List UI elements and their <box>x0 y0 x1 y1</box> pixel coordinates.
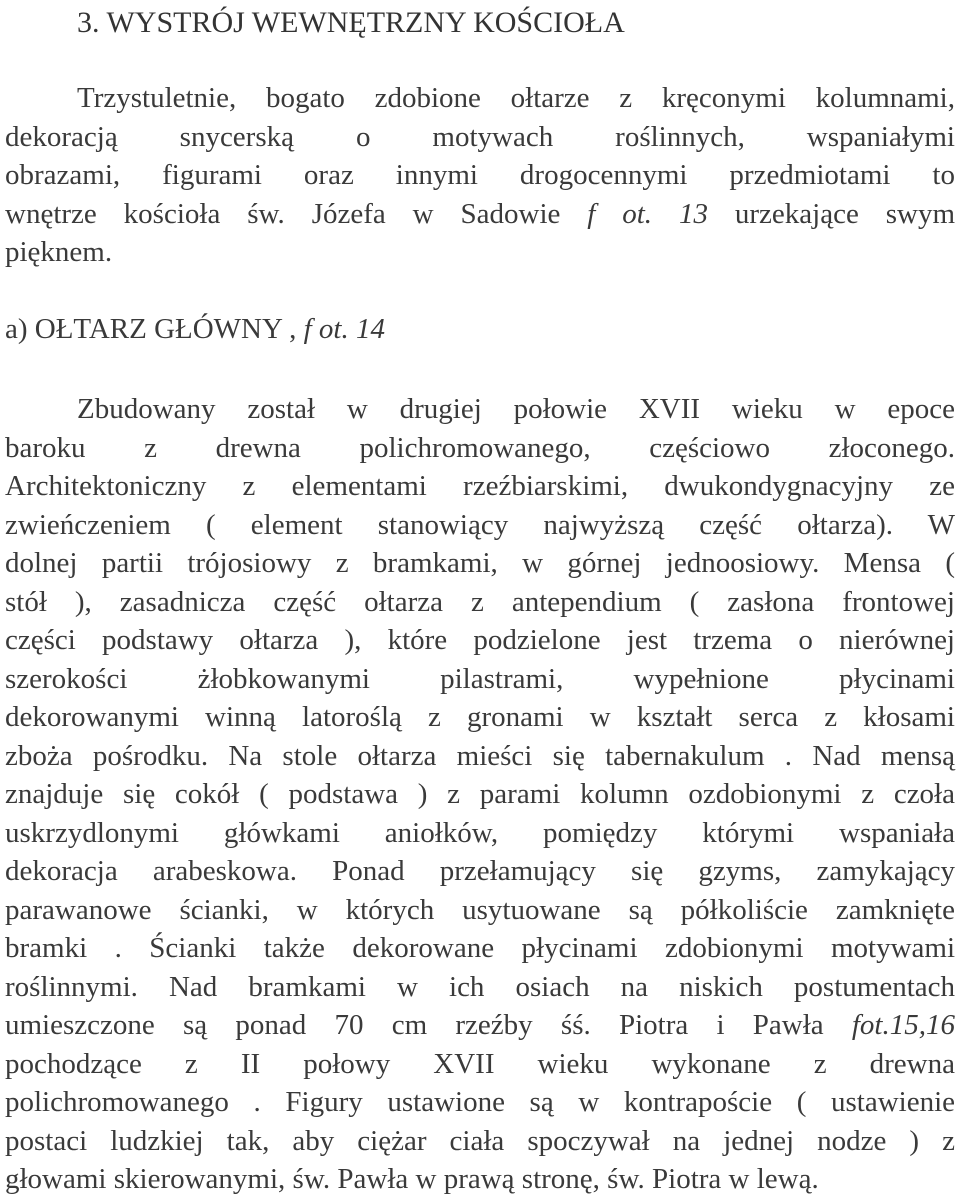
intro-paragraph <box>5 79 955 272</box>
text-line: parawanowe ścianki, w których usytuowane są półkoliście zamknięte <box>5 893 955 926</box>
text-segment: urzekające swym <box>707 197 955 230</box>
text-line: obrazami, figurami oraz innymi drogocennymi przedmiotami to <box>5 159 955 191</box>
text-line: Zbudowany został w drugiej połowie XVII wieku w epoce <box>77 393 955 425</box>
text-segment: umieszczone są ponad 70 cm rzeźby śś. Piotra i Pawła <box>5 1009 852 1041</box>
text-line: głowami skierowanymi, św. Pawła w prawą stronę, św. Piotra w lewą. <box>5 1163 819 1195</box>
text-line: pięknem. <box>5 236 113 268</box>
text-line: postaci ludzkiej tak, aby ciężar ciała spoczywał na jednej nodze ) z <box>5 1124 955 1157</box>
text-line: pochodzące z II połowy XVII wieku wykonane z drewna <box>5 1047 955 1080</box>
text-segment: wnętrze kościoła św. Józefa w Sadowie <box>5 197 588 230</box>
text-line: dekorowanymi winną latoroślą z gronami w kształt serca z kłosami <box>5 701 955 733</box>
text-line: zwieńczeniem ( element stanowiący najwyższą część ołtarza). W <box>5 508 955 541</box>
text-line: bramki . Ścianki także dekorowane płycinami zdobionymi motywami <box>5 932 955 964</box>
text-line-with-ref <box>5 1006 955 1045</box>
subheading-text: a) OŁTARZ GŁÓWNY , <box>5 313 304 345</box>
section-heading: 3. WYSTRÓJ WEWNĘTRZNY KOŚCIOŁA <box>77 6 625 39</box>
text-line: dekoracją snycerską o motywach roślinnych, wspaniałymi <box>5 120 955 153</box>
main-altar-paragraph <box>5 390 955 1199</box>
photo-reference: f ot. 14 <box>303 313 385 345</box>
text-line: stół ), zasadnicza część ołtarza z antependium ( zasłona frontowej <box>5 585 955 618</box>
text-line: polichromowanego . Figury ustawione są w kontrapoście ( ustawienie <box>5 1086 955 1118</box>
text-line: uskrzydlonymi główkami aniołków, pomiędzy którymi wspaniała <box>5 816 955 849</box>
text-line: Trzystuletnie, bogato zdobione ołtarze z kręconymi kolumnami, <box>77 82 955 114</box>
text-line: części podstawy ołtarza ), które podzielone jest trzema o nierównej <box>5 624 955 656</box>
text-line-with-ref <box>5 195 955 234</box>
text-line: znajduje się cokół ( podstawa ) z parami kolumn ozdobionymi z czoła <box>5 778 955 810</box>
photo-reference: fot.15,16 <box>851 1009 955 1041</box>
text-line: roślinnymi. Nad bramkami w ich osiach na niskich postumentach <box>5 970 955 1003</box>
text-line: zboża pośrodku. Na stole ołtarza mieści się tabernakulum . Nad mensą <box>5 739 955 772</box>
text-line: dekoracja arabeskowa. Ponad przełamujący się gzyms, zamykający <box>5 855 955 887</box>
text-line: Architektoniczny z elementami rzeźbiarskimi, dwukondygnacyjny ze <box>5 470 955 502</box>
photo-reference: f ot. 13 <box>587 197 708 230</box>
text-line: dolnej partii trójosiowy z bramkami, w górnej jednoosiowy. Mensa ( <box>5 547 955 579</box>
text-line: szerokości żłobkowanymi pilastrami, wypełnione płycinami <box>5 662 955 695</box>
subheading-main-altar <box>5 310 385 349</box>
text-line: baroku z drewna polichromowanego, częściowo złoconego. <box>5 431 955 464</box>
